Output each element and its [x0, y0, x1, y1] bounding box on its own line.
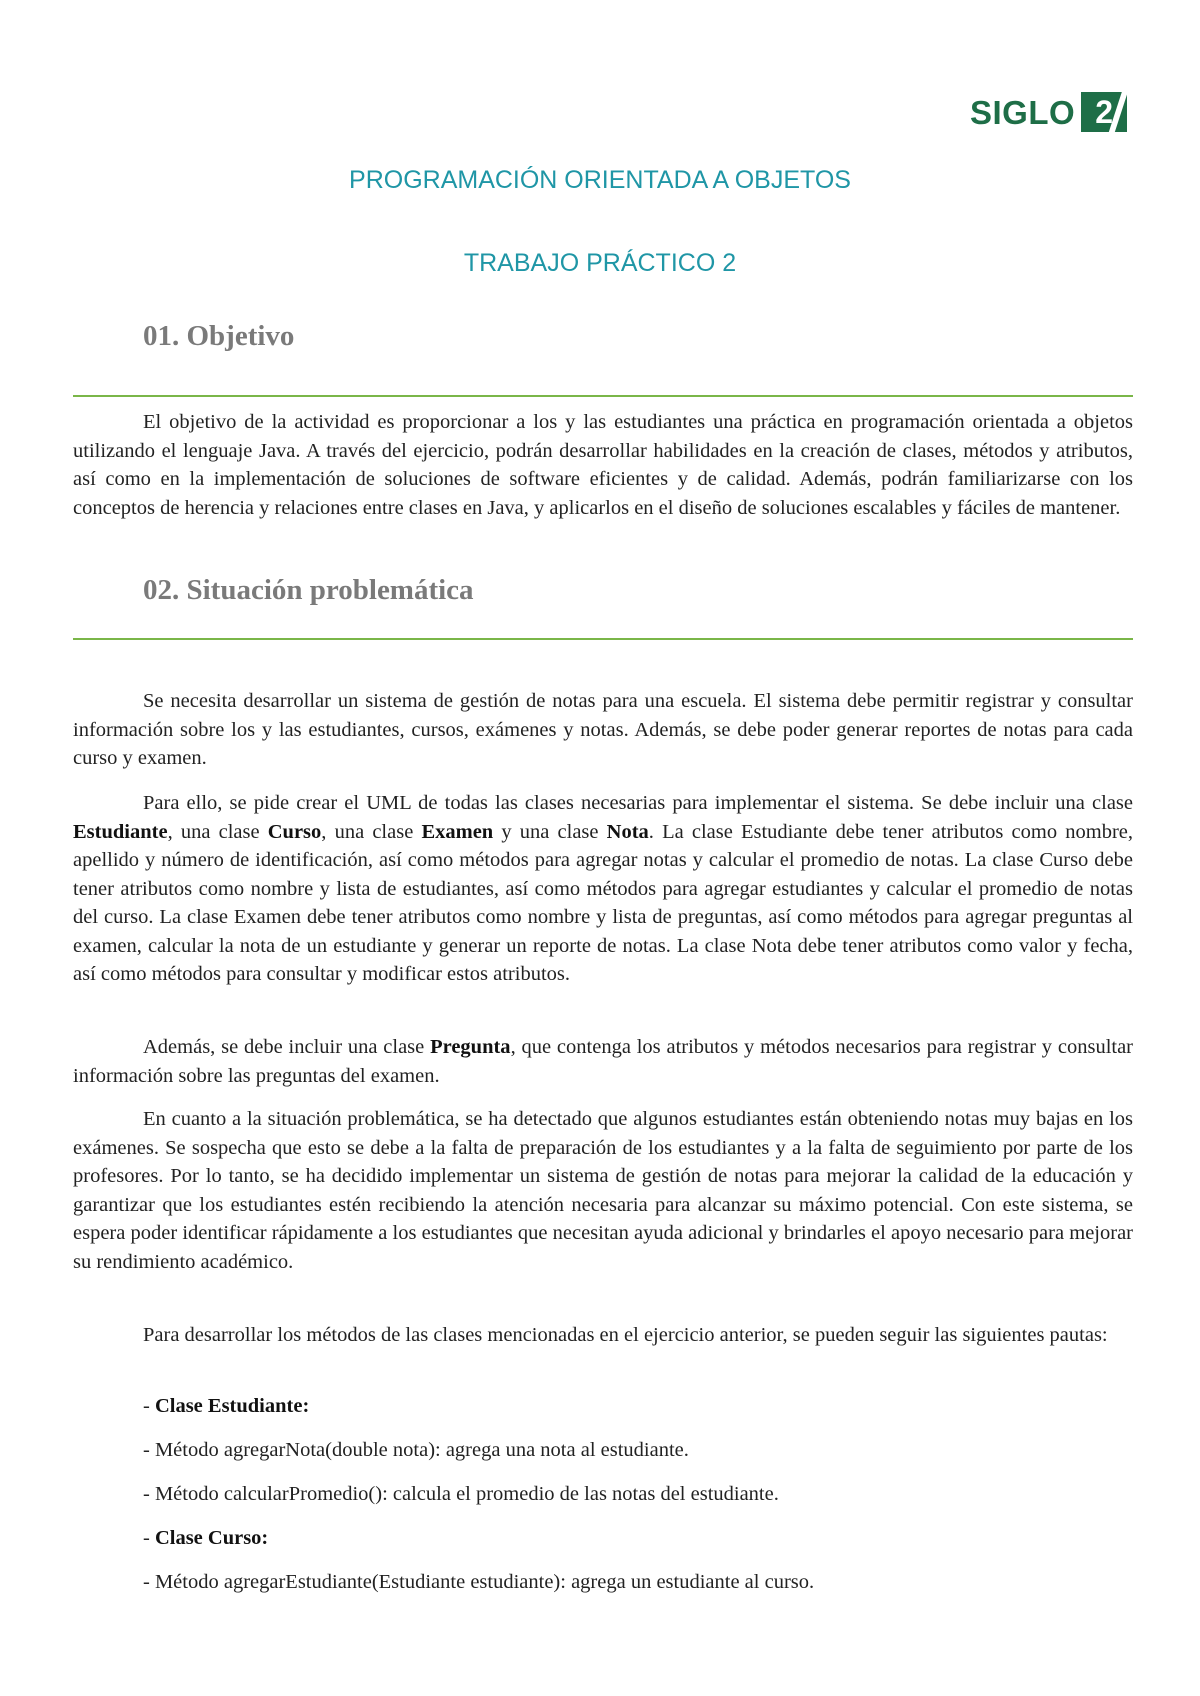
- section-heading-objetivo: 01. Objetivo: [143, 320, 295, 352]
- objective-paragraph: El objetivo de la actividad es proporcionar a los y las estudiantes una práctica en programación orientada a objetos utilizando el lenguaje Java. A través del ejercicio, podrán desarrollar habilidades en la creación de clases, métodos y atributos, así como en la implementación de soluciones de software eficientes y de calidad. Además, podrán familiarizarse con los conceptos de herencia y relaciones entre clases en Java, y aplicarlos en el diseño de soluciones escalables y fáciles de mantener.: [73, 411, 1133, 519]
- list-method-agregar-estudiante: - Método agregarEstudiante(Estudiante estudiante): agrega un estudiante al curso.: [143, 1571, 815, 1593]
- list-method-calcular-promedio: - Método calcularPromedio(): calcula el promedio de las notas del estudiante.: [143, 1483, 779, 1505]
- list-class-curso: - Clase Curso:: [143, 1527, 269, 1549]
- paragraph-situation: En cuanto a la situación problemática, se ha detectado que algunos estudiantes están obteniendo notas muy bajas en los exámenes. Se sospecha que esto se debe a la falta de preparación de los estudiantes y a la falta de seguimiento por parte de los profesores. Por lo tanto, se ha decidido implementar un sistema de gestión de notas para mejorar la calidad de la educación y garantizar que los estudiantes estén recibiendo la atención necesaria para alcanzar su máximo potencial. Con este sistema, se espera poder identificar rápidamente a los estudiantes que necesitan ayuda adicional y brindarles el apoyo necesario para mejorar su rendimiento académico.: [73, 1108, 1133, 1273]
- class-name-pregunta: Pregunta: [430, 1036, 511, 1058]
- paragraph-intro: Se necesita desarrollar un sistema de gestión de notas para una escuela. El sistema debe permitir registrar y consultar información sobre los y las estudiantes, cursos, exámenes y notas. Además, se debe poder generar reportes de notas para cada curso y examen.: [73, 690, 1133, 769]
- document-subtitle: TRABAJO PRÁCTICO 2: [463, 249, 737, 277]
- list-method-agregar-nota: - Método agregarNota(double nota): agrega una nota al estudiante.: [143, 1439, 689, 1461]
- class-name-estudiante: Estudiante: [73, 820, 168, 843]
- class-name-examen: Examen: [421, 820, 494, 843]
- paragraph-classes: Para ello, se pide crear el UML de todas las clases necesarias para implementar el sistema. Se debe incluir una clase Estudiante, una clase Curso, una clase Examen y una clase Nota. La clase Estudiante debe tener atributos como nombre, apellido y número de identificación, así como métodos para agregar notas y calcular el promedio de notas. La clase Curso debe tener atributos como nombre y lista de estudiantes, así como métodos para agregar estudiantes y calcular el promedio de notas del curso. La clase Examen debe tener atributos como nombre y lista de preguntas, así como métodos para agregar preguntas al examen, calcular la nota de un estudiante y generar un reporte de notas. La clase Nota debe tener atributos como valor y fecha, así como métodos para consultar y modificar estos atributos.: [73, 792, 1133, 985]
- document-title: PROGRAMACIÓN ORIENTADA A OBJETOS: [349, 166, 851, 194]
- paragraph-guidelines: Para desarrollar los métodos de las clases mencionadas en el ejercicio anterior, se pueden seguir las siguientes pautas:: [143, 1324, 1108, 1346]
- class-name-curso: Curso: [267, 820, 322, 843]
- section-divider: [73, 638, 1133, 640]
- section-divider: [73, 395, 1133, 397]
- logo-number: 2: [1095, 94, 1114, 130]
- logo-word: SIGLO: [970, 93, 1076, 131]
- paragraph-pregunta: Además, se debe incluir una clase Pregunta, que contenga los atributos y métodos necesarios para registrar y consultar información sobre las preguntas del examen.: [73, 1036, 1134, 1087]
- logo-number-box: [1081, 92, 1127, 132]
- section-heading-situacion: 02. Situación problemática: [143, 574, 474, 606]
- siglo21-logo: [970, 92, 1127, 132]
- class-name-nota: Nota: [606, 820, 649, 843]
- list-class-estudiante: - Clase Estudiante:: [143, 1395, 310, 1417]
